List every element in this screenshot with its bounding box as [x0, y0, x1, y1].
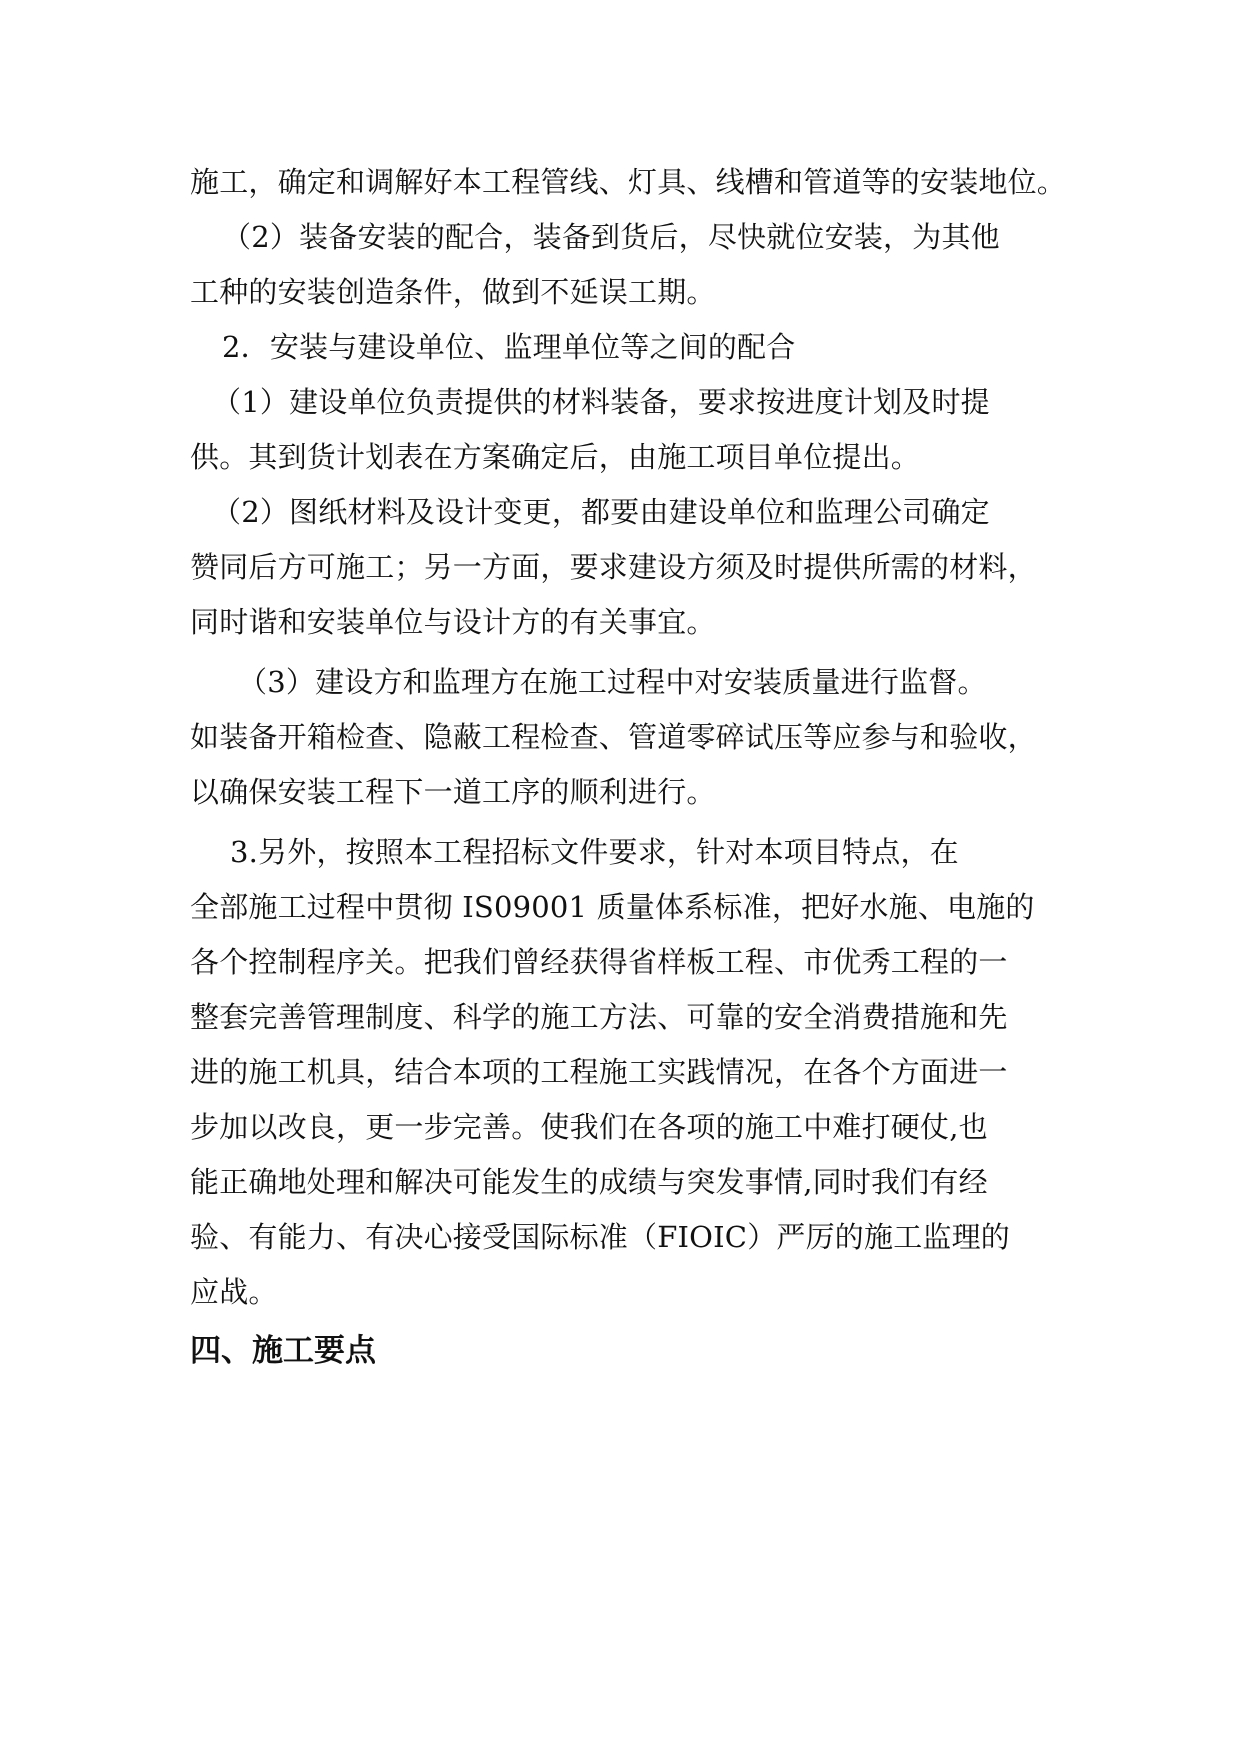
- paragraph-line: （2）图纸材料及设计变更，都要由建设单位和监理公司确定: [212, 495, 990, 529]
- paragraph-line: （3）建设方和监理方在施工过程中对安装质量进行监督。: [238, 665, 987, 699]
- paragraph-line: 3.另外，按照本工程招标文件要求，针对本项目特点，在: [230, 835, 959, 869]
- paragraph-line: 能正确地处理和解决可能发生的成绩与突发事情,同时我们有经: [190, 1165, 988, 1199]
- paragraph-line: 步加以改良，更一步完善。使我们在各项的施工中难打硬仗,也: [190, 1110, 988, 1144]
- paragraph-line: （1）建设单位负责提供的材料装备，要求按进度计划及时提: [212, 385, 990, 419]
- paragraph-line: 工种的安装创造条件，做到不延误工期。: [190, 275, 716, 309]
- paragraph-line: 各个控制程序关。把我们曾经获得省样板工程、市优秀工程的一: [190, 945, 1008, 979]
- paragraph-line: 应战。: [190, 1275, 278, 1309]
- paragraph-line: 验、有能力、有决心接受国际标准（FIOIC）严厉的施工监理的: [190, 1220, 1010, 1254]
- paragraph-line: 赞同后方可施工；另一方面，要求建设方须及时提供所需的材料，: [190, 550, 1037, 584]
- paragraph-line: 整套完善管理制度、科学的施工方法、可靠的安全消费措施和先: [190, 1000, 1008, 1034]
- paragraph-line: 施工，确定和调解好本工程管线、灯具、线槽和管道等的安装地位。: [190, 165, 1067, 199]
- section-heading: 四、施工要点: [190, 1333, 376, 1369]
- paragraph-line: 2．安装与建设单位、监理单位等之间的配合: [222, 330, 796, 364]
- paragraph-line: 供。其到货计划表在方案确定后，由施工项目单位提出。: [190, 440, 921, 474]
- paragraph-line: 全部施工过程中贯彻 IS09001 质量体系标准，把好水施、电施的: [190, 890, 1035, 924]
- paragraph-line: 如装备开箱检查、隐蔽工程检查、管道零碎试压等应参与和验收，: [190, 720, 1037, 754]
- paragraph-line: 同时谐和安装单位与设计方的有关事宜。: [190, 605, 716, 639]
- paragraph-line: 进的施工机具，结合本项的工程施工实践情况，在各个方面进一: [190, 1055, 1008, 1089]
- paragraph-line: （2）装备安装的配合，装备到货后，尽快就位安装，为其他: [222, 220, 1000, 254]
- paragraph-line: 以确保安装工程下一道工序的顺利进行。: [190, 775, 716, 809]
